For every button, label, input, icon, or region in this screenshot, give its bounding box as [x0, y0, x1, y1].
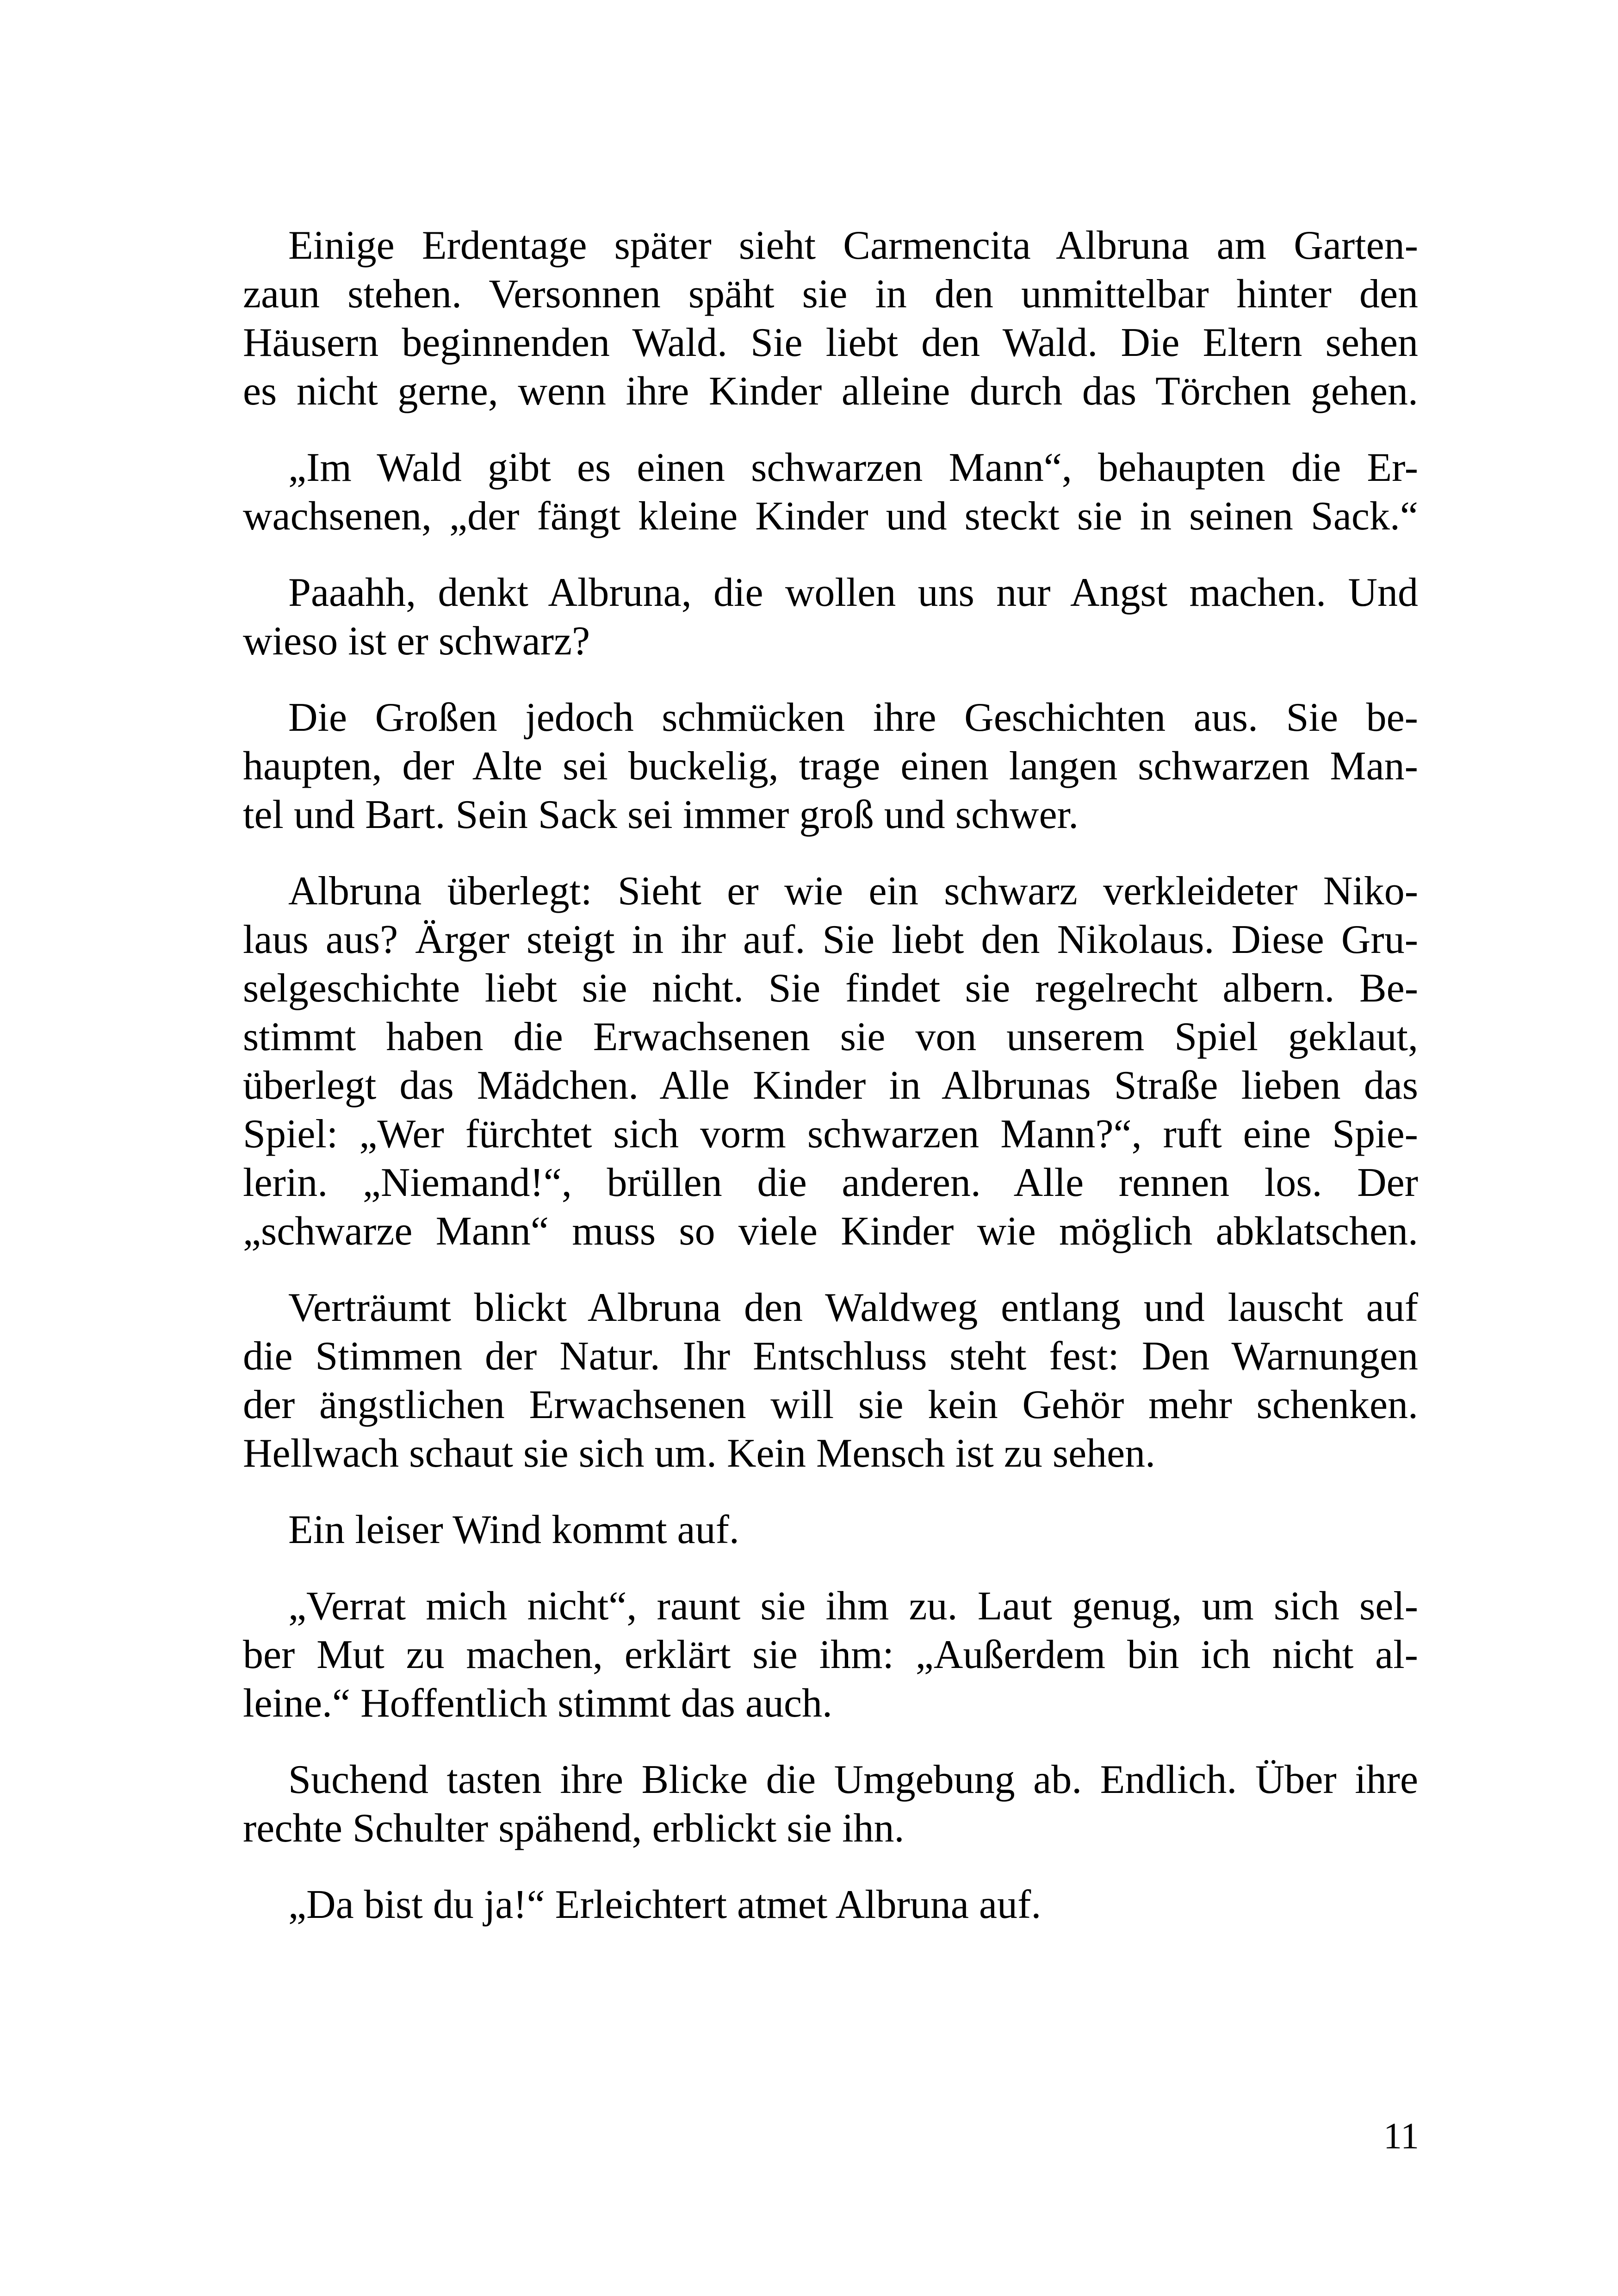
- text-line: stimmt haben die Erwachsenen sie von unserem Spiel geklaut,: [243, 1014, 1418, 1059]
- text-line: Paaahh, denkt Albruna, die wollen uns nur Angst machen. Und: [288, 570, 1418, 615]
- text-line: Spiel: „Wer fürchtet sich vorm schwarzen Mann?“, ruft eine Spie-: [243, 1112, 1418, 1157]
- text-line: haupten, der Alte sei buckelig, trage einen langen schwarzen Man-: [243, 744, 1418, 789]
- text-line: zaun stehen. Versonnen späht sie in den unmittelbar hinter den: [243, 272, 1418, 317]
- text-line: Einige Erdentage später sieht Carmencita Albruna am Garten-: [288, 223, 1418, 268]
- paragraph: [243, 1880, 1418, 1929]
- text-line: rechte Schulter spähend, erblickt sie ihn.: [243, 1806, 905, 1851]
- paragraph: [243, 1582, 1418, 1728]
- text-line: Verträumt blickt Albruna den Waldweg entlang und lauscht auf: [288, 1285, 1418, 1330]
- text-line: überlegt das Mädchen. Alle Kinder in Albrunas Straße lieben das: [243, 1063, 1418, 1108]
- paragraph: [243, 443, 1418, 541]
- text-line: Die Großen jedoch schmücken ihre Geschichten aus. Sie be-: [288, 695, 1418, 740]
- text-line: es nicht gerne, wenn ihre Kinder alleine durch das Törchen gehen.: [243, 369, 1418, 414]
- paragraph: [243, 568, 1418, 666]
- text-line: selgeschichte liebt sie nicht. Sie findet sie regelrecht albern. Be-: [243, 966, 1418, 1011]
- paragraph: [243, 1506, 1418, 1554]
- text-line: Ein leiser Wind kommt auf.: [288, 1507, 739, 1552]
- text-line: „Verrat mich nicht“, raunt sie ihm zu. Laut genug, um sich sel-: [288, 1584, 1418, 1629]
- text-line: lerin. „Niemand!“, brüllen die anderen. Alle rennen los. Der: [243, 1160, 1418, 1205]
- paragraph: [243, 221, 1418, 416]
- text-line: Albruna überlegt: Sieht er wie ein schwarz verkleideter Niko-: [288, 869, 1418, 914]
- text-line: leine.“ Hoffentlich stimmt das auch.: [243, 1681, 833, 1726]
- text-line: „schwarze Mann“ muss so viele Kinder wie möglich abklatschen.: [243, 1209, 1418, 1254]
- text-block: [243, 221, 1418, 1929]
- text-line: „Da bist du ja!“ Erleichtert atmet Albruna auf.: [288, 1882, 1041, 1927]
- text-line: tel und Bart. Sein Sack sei immer groß und schwer.: [243, 792, 1079, 837]
- text-line: die Stimmen der Natur. Ihr Entschluss steht fest: Den Warnungen: [243, 1334, 1418, 1379]
- paragraph: [243, 1283, 1418, 1478]
- text-line: Häusern beginnenden Wald. Sie liebt den Wald. Die Eltern sehen: [243, 320, 1418, 365]
- paragraph: [243, 1755, 1418, 1853]
- text-line: ber Mut zu machen, erklärt sie ihm: „Außerdem bin ich nicht al-: [243, 1632, 1418, 1677]
- paragraph: [243, 693, 1418, 839]
- paragraph: [243, 867, 1418, 1256]
- text-line: „Im Wald gibt es einen schwarzen Mann“, behaupten die Er-: [288, 445, 1418, 490]
- text-line: wachsenen, „der fängt kleine Kinder und steckt sie in seinen Sack.“: [243, 494, 1418, 539]
- text-line: Hellwach schaut sie sich um. Kein Mensch ist zu sehen.: [243, 1431, 1156, 1476]
- text-line: Suchend tasten ihre Blicke die Umgebung ab. Endlich. Über ihre: [288, 1757, 1418, 1802]
- text-line: wieso ist er schwarz?: [243, 619, 590, 664]
- page-number: 11: [1383, 2116, 1419, 2157]
- text-line: der ängstlichen Erwachsenen will sie kein Gehör mehr schenken.: [243, 1382, 1418, 1427]
- text-line: laus aus? Ärger steigt in ihr auf. Sie liebt den Nikolaus. Diese Gru-: [243, 917, 1418, 962]
